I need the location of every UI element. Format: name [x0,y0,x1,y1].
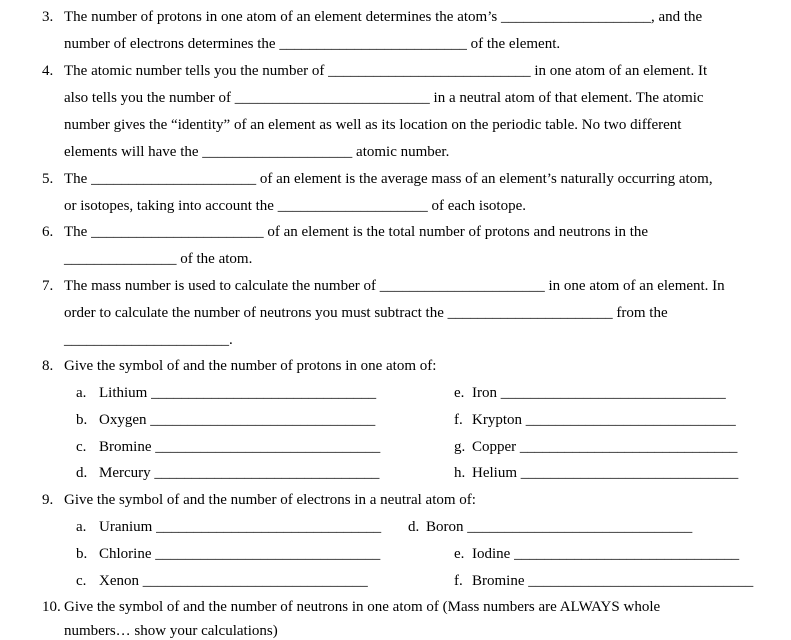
q7-line-2: order to calculate the number of neutrons you must subtract the ______________________ from the [64,305,668,321]
q9-item-text: Bromine ______________________________ [472,573,754,589]
q9-item-label: c. [76,573,87,589]
q8-number: 8. [42,358,54,374]
q8-item-text: Lithium ______________________________ [99,385,377,401]
q5-number: 5. [42,171,54,187]
q6-line-2: _______________ of the atom. [64,251,253,267]
q8-prompt: Give the symbol of and the number of protons in one atom of: [64,358,437,374]
q4-line-1: The atomic number tells you the number of ___________________________ in one atom of an element. It [64,63,708,79]
q3-number: 3. [42,9,54,25]
q8-item-label: e. [454,385,465,401]
q9-item-text: Uranium ______________________________ [99,519,382,535]
q4-line-2: also tells you the number of __________________________ in a neutral atom of that element. The atomic [64,90,704,106]
q9-item-text: Boron ______________________________ [426,519,693,535]
q9-item-text: Xenon ______________________________ [99,573,368,589]
q6-number: 6. [42,224,54,240]
q9-item-label: e. [454,546,465,562]
q7-line-1: The mass number is used to calculate the number of ______________________ in one atom of an element. In [64,278,725,294]
q5-line-2: or isotopes, taking into account the ____________________ of each isotope. [64,198,527,214]
q8-item-label: c. [76,439,87,455]
q9-item-label: f. [454,573,463,589]
q8-item-text: Oxygen ______________________________ [99,412,376,428]
q9-number: 9. [42,492,54,508]
q9-item-text: Chlorine ______________________________ [99,546,381,562]
q7-number: 7. [42,278,54,294]
q4-line-4: elements will have the ____________________ atomic number. [64,144,450,160]
q3-line-2: number of electrons determines the _________________________ of the element. [64,36,561,52]
q9-item-label: b. [76,546,88,562]
q5-line-1: The ______________________ of an element is the average mass of an element’s naturally occurring atom, [64,171,713,187]
q9-prompt: Give the symbol of and the number of electrons in a neutral atom of: [64,492,476,508]
q8-item-text: Copper _____________________________ [472,439,738,455]
q4-number: 4. [42,63,54,79]
q10-line-1: Give the symbol of and the number of neutrons in one atom of (Mass numbers are ALWAYS whole [64,599,661,615]
q8-item-label: f. [454,412,463,428]
q9-item-label: a. [76,519,87,535]
q10-line-2: numbers… show your calculations) [64,623,278,639]
q8-item-text: Bromine ______________________________ [99,439,381,455]
q4-line-3: number gives the “identity” of an element as well as its location on the periodic table. No two different [64,117,682,133]
q7-line-3: ______________________. [64,332,233,348]
q8-item-label: h. [454,465,466,481]
q6-line-1: The _______________________ of an element is the total number of protons and neutrons in the [64,224,649,240]
q9-item-text: Iodine ______________________________ [472,546,740,562]
q3-line-1: The number of protons in one atom of an element determines the atom’s ____________________, and the [64,9,703,25]
q8-item-label: b. [76,412,88,428]
q10-number: 10. [42,599,61,615]
q9-item-label: d. [408,519,420,535]
q8-item-label: g. [454,439,466,455]
q8-item-label: a. [76,385,87,401]
q8-item-text: Mercury ______________________________ [99,465,380,481]
q8-item-text: Iron ______________________________ [472,385,726,401]
q8-item-text: Krypton ____________________________ [472,412,736,428]
q8-item-text: Helium _____________________________ [472,465,739,481]
q8-item-label: d. [76,465,88,481]
